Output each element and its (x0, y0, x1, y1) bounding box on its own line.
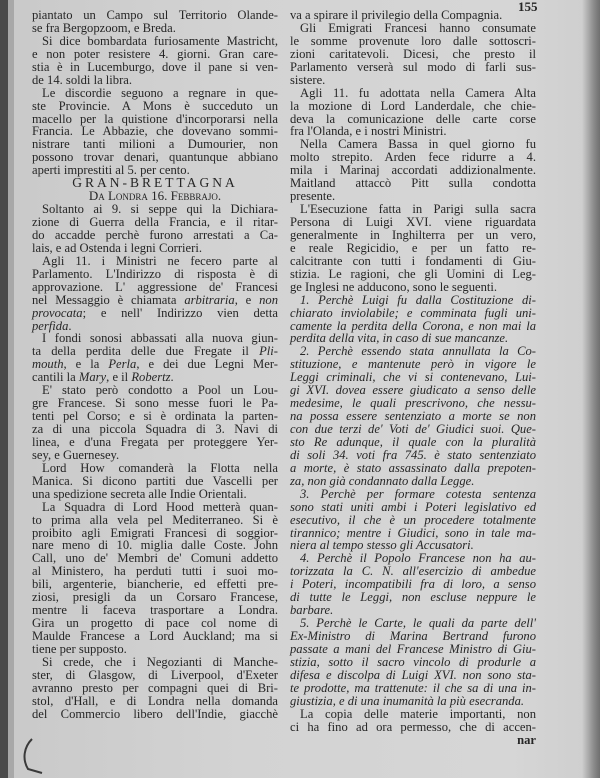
paragraph (290, 22, 536, 87)
paragraph (32, 87, 278, 178)
text-line: tiene per supposto. (32, 641, 127, 656)
page-binding-edge (0, 0, 8, 778)
text-line: Lord How comanderà la Flotta nella (42, 460, 278, 475)
text-line: giustizia, e di una inumanità la più esecranda. (290, 693, 525, 708)
text-line: tenti pel Corso; e si è ordinata la parten- (32, 409, 278, 424)
text-line: gi XVI. dovea essere giudicato a senso delle (290, 383, 536, 398)
text-line: sey, e Guernesey. (32, 447, 120, 462)
text-line: fra l'Olanda, e i nostri Ministri. (290, 124, 447, 139)
paragraph (290, 617, 536, 708)
italic-term: Robertz (131, 370, 171, 385)
paragraph (32, 9, 278, 35)
text-line: Si dice bombardata furiosamente Mastricht, (42, 33, 278, 48)
paragraph (290, 552, 536, 617)
text-line: stituzione, e mantenute però in vigore le (290, 357, 536, 372)
text-line: ste Provincie. A Mons è succeduto un (32, 98, 278, 113)
text-line: piantato un Campo sul Territorio Olande- (32, 8, 278, 22)
paragraph (290, 87, 536, 139)
text-segment: . (170, 370, 174, 385)
text-line: generalmente in Inghilterra per un vero, (290, 227, 536, 242)
text-line: molto strepito. Arden fece ridurre a 4. (290, 150, 536, 165)
text-line: gre Francese. Si sono messe fuori le Pa- (32, 396, 278, 411)
paragraph (32, 203, 278, 255)
text-line: e reale Regicidio, e per un fatto re- (290, 240, 536, 255)
text-line: Si crede, che i Negozianti di Manche- (42, 654, 278, 669)
text-line: ster, di Glasgow, di Liverpool, d'Exeter (32, 667, 278, 682)
italic-term: arbitraria (184, 292, 235, 307)
right-column (290, 9, 536, 746)
italic-term: perfida (32, 318, 69, 333)
pencil-mark-icon (18, 735, 48, 775)
text-line: Da Londra 16. Febbrajo. (88, 188, 222, 204)
text-segment: , e il (106, 370, 132, 385)
text-line: 4. Perchè il Popolo Francese non ha au- (300, 551, 536, 566)
text-line: te prodotte, ma trattenute: il che sa di una in- (290, 680, 536, 695)
text-line: Le discordie seguono a regnare in que- (42, 85, 278, 100)
text-line: Maulde Francese a Lord Auckland; ma si (32, 629, 278, 643)
text-line: Soltanto ai 9. si seppe qui la Dichiara- (42, 202, 278, 217)
text-line: perdita della vita, in caso di sue mancanze. (290, 331, 509, 346)
text-line: lais, e ad Ostenda i legni Corrieri. (32, 240, 202, 255)
text-line: macello per la quistione d'incorporarsi nella (32, 111, 278, 126)
text-line: ziosi, presigli da un Corsaro Francese, (32, 590, 278, 605)
text-line: a morte, è stato assassinato dalla prepoten- (290, 460, 536, 475)
paragraph (290, 203, 536, 294)
text-line: Ex-Ministro di Marina Bertrand furono (290, 629, 536, 643)
paragraph (32, 656, 278, 721)
paragraph (290, 9, 536, 22)
paragraph (32, 332, 278, 384)
text-line: sistere. (290, 72, 326, 87)
text-line: mila i Marinaj accordati addizionalmente. (290, 163, 536, 178)
text-line: to prima alla vela pel Mediterraneo. Si è (32, 512, 278, 527)
text-line: stol, d'Hall, e di Londra nella domanda (32, 693, 278, 708)
italic-term: Pli- (259, 344, 278, 359)
text-line: torizzata la C. N. all'esercizio di ambedue (290, 564, 536, 579)
text-line: stizia. Le ragioni, che gli Uomini di Leg- (290, 266, 536, 281)
text-line: La copia delle materie importanti, non (300, 706, 536, 721)
paragraph (290, 488, 536, 553)
text-line: Agli 11. fu adottata nella Camera Alta (300, 85, 536, 100)
page-number: 155 (518, 0, 538, 14)
text-line: camente la perdita della Corona, e non mai la (290, 318, 536, 333)
paragraph (290, 138, 536, 203)
text-line: GRAN-BRETTAGNA (72, 175, 238, 191)
text-segment: , e dei due Legni Mer- (136, 357, 278, 372)
text-line: Agli 11. i Ministri ne fecero parte al (42, 253, 278, 268)
text-line: barbare. (290, 603, 334, 618)
text-line: Gli Emigrati Francesi hanno consumate (300, 20, 536, 35)
text-line: za, non già condannato dalla Legge. (290, 473, 475, 488)
text-line: zione di Guerra della Francia, e il ritar- (32, 215, 278, 229)
italic-term: Perla (108, 357, 137, 372)
paragraph (32, 501, 278, 656)
text-segment: cantili la (32, 370, 79, 385)
text-line: E' stato però condotto a Pool un Lou- (42, 383, 278, 398)
text-line: le somme provenute loro dalle sottoscri- (290, 33, 536, 48)
text-line: I fondi sonosi abbassati alla nuova giun- (42, 331, 278, 346)
text-line: na possa essere sentenziato a morte se non (290, 409, 536, 424)
text-line: Gira un progetto di pace col nome di (32, 616, 278, 631)
text-line: za di una piccola Squadra di 3. Navi di (32, 422, 278, 436)
text-line: de 14. soldi la libra. (32, 72, 133, 87)
text-line: avranno presto per compagni quei di Bri- (32, 680, 278, 695)
text-line: Leggi criminali, che vi si contenevano, Lui- (290, 370, 536, 385)
paragraph (290, 708, 536, 734)
paragraph (32, 35, 278, 87)
paragraph (290, 294, 536, 346)
text-line: difesa e discolpa di Luigi XVI. non sono sta- (290, 667, 536, 682)
text-line: ge Inglesi ne adducono, sono le seguenti. (290, 279, 498, 294)
text-line: presente. (290, 189, 336, 204)
text-line: nar (517, 732, 536, 747)
text-line: i Poteri, incompatibili fra di loro, a senso (290, 577, 536, 592)
text-line: Francia. Le Abbazie, che dovevano sommi- (32, 124, 278, 139)
text-line: 3. Perchè per formare cotesta sentenza (300, 486, 536, 501)
text-line: va a spirare il privilegio della Compagnia. (290, 8, 503, 22)
text-line: ci ha fino ad ora permesso, che di accen- (290, 719, 536, 734)
text-line: Manica. Si dicono partiti due Vascelli per (32, 473, 278, 488)
text-line: di tutte le Leggi, non escluse neppure le (290, 590, 536, 605)
text-line: con due terzi de' Voti de' Giudici suoi. Que- (290, 422, 536, 436)
text-line: Maitland attaccò Pitt sulla condotta (290, 176, 536, 191)
text-line: calcitrante con tutti i fondamenti di Giu- (290, 253, 536, 268)
text-line: bili, argenterie, biancherie, ed effetti pre- (32, 577, 278, 592)
catchword (290, 734, 536, 747)
text-line: chiarato inviolabile; e comminata fugli uni- (290, 305, 536, 320)
italic-term: Mary (78, 370, 107, 385)
text-line: 1. Perchè Luigi fu dalla Costituzione di- (300, 292, 536, 307)
text-line: linea, e d'una Fregata per proteggere Yer- (32, 434, 278, 449)
text-line: e non poter resistere 4. giorni. Gran care- (32, 46, 278, 61)
text-segment: ; e nell' Indirizzo vien detta (82, 305, 278, 320)
text-line: nare meno di 10. miglia dalle Coste. John (32, 538, 278, 553)
text-line: passate a mani del Francese Ministro di Giu- (290, 641, 536, 656)
text-segment: . (68, 318, 72, 333)
text-segment: nel Messaggio è chiamata (32, 292, 185, 307)
text-line: tirannico; mentre i Giudici, sono in tale ma- (290, 525, 536, 540)
text-line: approvazione. L' aggressione de' Francesi (32, 279, 278, 294)
italic-term: mouth (32, 357, 64, 372)
italic-term: non (259, 292, 278, 307)
text-line: niera al tempo stesso gli Accusatori. (290, 538, 474, 553)
italic-term: provocata (32, 305, 83, 320)
text-line: nistrare tanti milioni a Dumourier, non (32, 137, 278, 152)
text-line: possono trovar denari, quantunque abbiano (32, 150, 278, 165)
text-line: al Ministero, ha perduti tutti i suoi mo- (32, 564, 278, 579)
text-line: Persona di Luigi XVI. viene riguardata (290, 215, 536, 229)
text-line: Call, uno de' Membri de' Comuni addetto (32, 551, 278, 566)
text-line: Nella Camera Bassa in quel giorno fu (300, 137, 536, 152)
left-column (32, 9, 278, 721)
text-segment: , e la (63, 357, 109, 372)
text-line: stia è in Lucemburgo, dove il pane si ven- (32, 59, 278, 74)
text-line: la mozione di Lord Landerdale, che chie- (290, 98, 536, 113)
text-line: del Commercio libero dell'Indie, giacchè (32, 706, 278, 721)
text-line: deva la comunicazione delle carte corse (290, 111, 536, 126)
text-line: medesime, le quali prescrivono, che nessu- (290, 396, 536, 411)
paragraph (290, 345, 536, 487)
text-line: La Squadra di Lord Hood metterà quan- (42, 499, 278, 514)
page-gutter-shadow (8, 0, 14, 778)
paragraph (32, 255, 278, 333)
text-line: L'Esecuzione fatta in Parigi sulla sacra (300, 202, 536, 217)
text-line: do accadde perchè furono arrestati a Ca- (32, 227, 278, 242)
text-line: aperti imprestiti al 5. per cento. (32, 163, 190, 178)
text-line: 2. Perchè essendo stata annullata la Co- (300, 344, 536, 359)
text-line: di soli 34. voti fra 745. è stato sentenziato (290, 447, 536, 462)
text-line: Parlamento verserà sul modo di farli sus- (290, 59, 536, 74)
paragraph (32, 384, 278, 462)
text-line: sono stati uniti ambi i Poteri legislativo ed (290, 499, 536, 514)
text-line: esecutivo, il che è un procedere totalmente (290, 512, 536, 527)
text-segment: , e (234, 292, 260, 307)
text-line: se fra Bergopzoom, e Breda. (32, 20, 176, 35)
text-line: una spedizione secreta alle Indie Orientali. (32, 486, 247, 501)
text-line: 5. Perchè le Carte, le quali da parte dell' (300, 616, 536, 631)
text-line: proibito agli Emigrati Francesi di soggior- (32, 525, 278, 540)
paragraph (32, 462, 278, 501)
text-segment: ta della perdita delle due Fregate il (32, 344, 260, 359)
text-line: zioni caritatevoli. Dicesi, che presto il (290, 46, 536, 61)
text-line: mentre li faceva trasportare a Londra. (32, 603, 278, 618)
text-line: sto Re adunque, il quale con la pluralità (290, 434, 536, 449)
text-line: Parlamento. L'Indirizzo di risposta è di (32, 266, 278, 281)
text-line: stizia, sotto il sacro vincolo di produrle a (290, 654, 536, 669)
